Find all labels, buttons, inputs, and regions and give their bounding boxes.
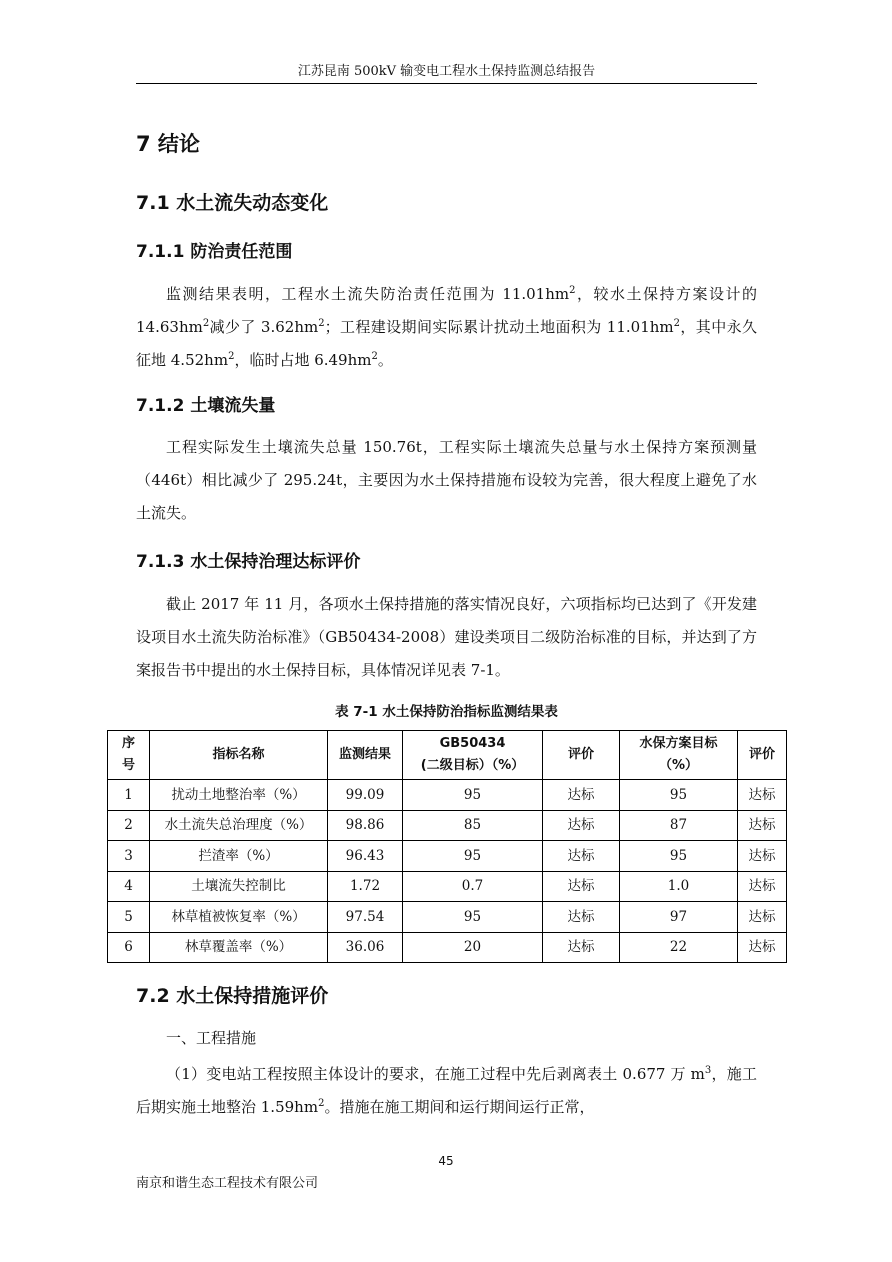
- cell-result: 98.86: [328, 810, 403, 841]
- cell-seq: 1: [108, 780, 150, 811]
- header-target-line1: 水保方案目标: [639, 736, 718, 751]
- header-evaluation-1: 评价: [543, 731, 620, 780]
- header-target-line2: （%）: [658, 758, 699, 773]
- page-number: 45: [438, 1154, 454, 1168]
- cell-seq: 5: [108, 902, 150, 933]
- table-row: [108, 871, 787, 902]
- cell-eval1: 达标: [543, 871, 620, 902]
- cell-target: 87: [620, 810, 738, 841]
- cell-eval2: 达标: [738, 841, 787, 872]
- indicator-results-table: [107, 730, 787, 963]
- superscript: 3: [704, 1065, 712, 1076]
- cell-result: 1.72: [328, 871, 403, 902]
- header-seq: 序号: [108, 731, 150, 780]
- paragraph-responsibility-scope: [136, 278, 757, 377]
- cell-result: 97.54: [328, 902, 403, 933]
- superscript: 2: [569, 285, 576, 296]
- cell-indicator-name: 拦渣率（%）: [150, 841, 328, 872]
- cell-indicator-name: 林草植被恢复率（%）: [150, 902, 328, 933]
- cell-target: 1.0: [620, 871, 738, 902]
- chapter-title: 7 结论: [136, 132, 200, 156]
- table-row: [108, 902, 787, 933]
- subsection-title-7-1-3: 7.1.3 水土保持治理达标评价: [136, 552, 361, 572]
- table-row: [108, 841, 787, 872]
- text-run: 监测结果表明，工程水土流失防治责任范围为 11.01hm: [166, 285, 570, 303]
- paragraph-soil-loss: 工程实际发生土壤流失总量 150.76t，工程实际土壤流失总量与水土保持方案预测量（446t）相比减少了 295.24t，主要因为水土保持措施布设较为完善，很大程度上避免了水土流失。: [136, 438, 757, 522]
- paragraph-substation-measures: [136, 1058, 757, 1124]
- text-run: ，其中永久征地 4.52hm: [136, 318, 757, 369]
- header-rule: [136, 83, 757, 84]
- header-indicator-name: 指标名称: [150, 731, 328, 780]
- cell-seq: 6: [108, 932, 150, 963]
- cell-eval2: 达标: [738, 810, 787, 841]
- cell-result: 36.06: [328, 932, 403, 963]
- superscript: 2: [371, 351, 378, 362]
- text-run: ，较水土保持方案设计的 14.63hm: [136, 285, 757, 336]
- cell-target: 22: [620, 932, 738, 963]
- subsection-title-7-1-1: 7.1.1 防治责任范围: [136, 242, 293, 262]
- footer-company: 南京和谐生态工程技术有限公司: [136, 1176, 319, 1191]
- header-evaluation-2: 评价: [738, 731, 787, 780]
- superscript: 2: [228, 351, 235, 362]
- list-heading-engineering-measures: 一、工程措施: [166, 1029, 257, 1047]
- text-run: 。: [377, 351, 393, 369]
- cell-target: 97: [620, 902, 738, 933]
- cell-indicator-name: 扰动土地整治率（%）: [150, 780, 328, 811]
- cell-gb: 95: [403, 780, 543, 811]
- cell-eval1: 达标: [543, 780, 620, 811]
- cell-gb: 95: [403, 902, 543, 933]
- header-gb-line1: GB50434: [439, 736, 506, 751]
- cell-target: 95: [620, 841, 738, 872]
- header-gb-target: [403, 731, 543, 780]
- table-header-row: [108, 731, 787, 780]
- cell-indicator-name: 水土流失总治理度（%）: [150, 810, 328, 841]
- cell-gb: 95: [403, 841, 543, 872]
- running-header: 江苏昆南 500kV 输变电工程水土保持监测总结报告: [297, 64, 596, 79]
- text-run: 。措施在施工期间和运行期间运行正常，: [324, 1098, 595, 1116]
- text-run: ；工程建设期间实际累计扰动土地面积为 11.01hm: [324, 318, 674, 336]
- header-gb-line2: (二级目标）（%）: [420, 758, 525, 773]
- paragraph-compliance: 截止 2017 年 11 月，各项水土保持措施的落实情况良好，六项指标均已达到了《开发建设项目水土流失防治标准》（GB50434-2008）建设类项目二级防治标准的目标，并达到了方案报告书中提出的水土保持目标，具体情况详见表 7-1。: [136, 595, 757, 679]
- cell-seq: 3: [108, 841, 150, 872]
- cell-eval1: 达标: [543, 841, 620, 872]
- text-run: 减少了 3.62hm: [209, 318, 319, 336]
- text-run: ，临时占地 6.49hm: [234, 351, 372, 369]
- subsection-title-7-1-2: 7.1.2 土壤流失量: [136, 396, 276, 416]
- table-caption: 表 7-1 水土保持防治指标监测结果表: [335, 704, 558, 720]
- header-plan-target: [620, 731, 738, 780]
- cell-eval2: 达标: [738, 871, 787, 902]
- section-title-7-1: 7.1 水土流失动态变化: [136, 192, 329, 214]
- cell-eval2: 达标: [738, 932, 787, 963]
- superscript: 2: [318, 1098, 325, 1109]
- header-monitoring-result: 监测结果: [328, 731, 403, 780]
- cell-result: 99.09: [328, 780, 403, 811]
- text-run: ，施工后期实施土地整治 1.59hm: [136, 1065, 757, 1116]
- table-row: [108, 780, 787, 811]
- superscript: 2: [318, 318, 325, 329]
- cell-gb: 85: [403, 810, 543, 841]
- cell-indicator-name: 林草覆盖率（%）: [150, 932, 328, 963]
- cell-eval1: 达标: [543, 810, 620, 841]
- cell-result: 96.43: [328, 841, 403, 872]
- cell-gb: 20: [403, 932, 543, 963]
- superscript: 2: [202, 318, 210, 329]
- cell-seq: 2: [108, 810, 150, 841]
- cell-seq: 4: [108, 871, 150, 902]
- cell-eval1: 达标: [543, 932, 620, 963]
- cell-indicator-name: 土壤流失控制比: [150, 871, 328, 902]
- table-row: [108, 810, 787, 841]
- cell-gb: 0.7: [403, 871, 543, 902]
- superscript: 2: [673, 318, 681, 329]
- section-title-7-2: 7.2 水土保持措施评价: [136, 985, 329, 1007]
- cell-eval2: 达标: [738, 902, 787, 933]
- text-run: （1）变电站工程按照主体设计的要求，在施工过程中先后剥离表土 0.677 万 m: [166, 1065, 705, 1083]
- cell-target: 95: [620, 780, 738, 811]
- cell-eval1: 达标: [543, 902, 620, 933]
- table-row: [108, 932, 787, 963]
- cell-eval2: 达标: [738, 780, 787, 811]
